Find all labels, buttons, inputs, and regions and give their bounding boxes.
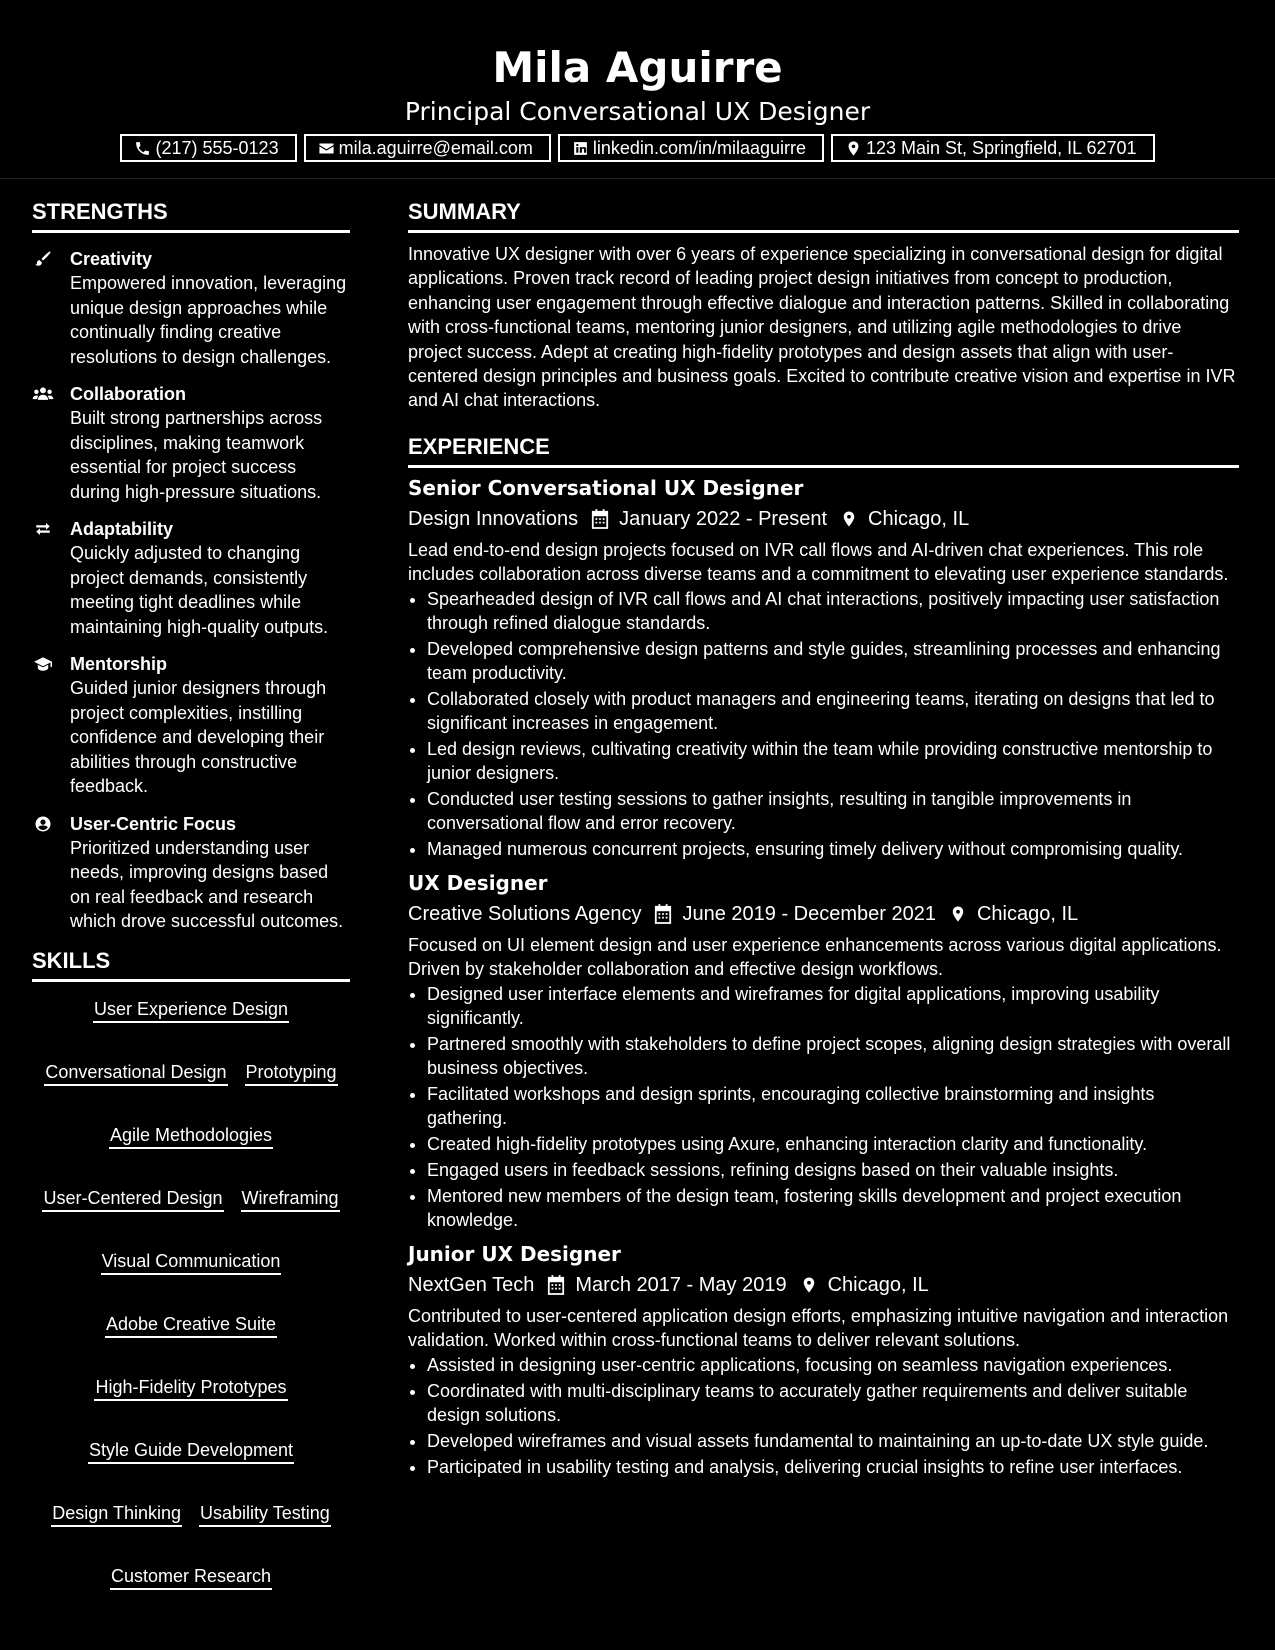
strength-description: Empowered innovation, leveraging unique design approaches while continually finding creative resolutions to design challenges.	[70, 273, 347, 367]
job-description: Contributed to user-centered application design efforts, emphasizing intuitive navigation and interaction validation. Worked within cross-functional teams to deliver relevant solutions.	[408, 1305, 1229, 1350]
phone-icon	[134, 140, 151, 157]
job-bullet: • Designed user interface elements and wireframes for digital applications, improving usability significantly.	[427, 982, 1239, 1030]
job-company: NextGen Tech	[408, 1273, 535, 1296]
contact-bar	[0, 134, 1275, 162]
right-column	[408, 198, 1239, 1491]
job-title: Senior Conversational UX Designer	[408, 475, 804, 500]
skill-tag: Design Thinking	[51, 1502, 182, 1527]
job-dates: June 2019 - December 2021	[682, 902, 936, 925]
job-dates: March 2017 - May 2019	[575, 1273, 787, 1296]
job-bullet: • Collaborated closely with product managers and engineering teams, iterating on designs that led to significant increases in engagement.	[427, 687, 1239, 735]
skill-tag: Wireframing	[241, 1187, 340, 1212]
candidate-name: Mila Aguirre	[492, 43, 783, 92]
paintbrush-icon	[32, 250, 54, 268]
map-pin-icon	[840, 509, 858, 529]
map-pin-icon	[949, 904, 967, 924]
skill-tag: Prototyping	[245, 1061, 338, 1086]
contact-address	[831, 134, 1155, 162]
strength-name: Collaboration	[70, 384, 186, 404]
strength-item	[32, 652, 350, 799]
users-icon	[32, 385, 54, 403]
job-bullet: • Created high-fidelity prototypes using Axure, enhancing interaction clarity and functionality.	[427, 1132, 1239, 1156]
job-title: UX Designer	[408, 870, 548, 895]
job-bullet: • Managed numerous concurrent projects, ensuring timely delivery without compromising quality.	[427, 837, 1239, 861]
job-bullet: • Developed comprehensive design patterns and style guides, streamlining processes and enhancing team productivity.	[427, 637, 1239, 685]
job-bullet: • Mentored new members of the design team, fostering skills development and project execution knowledge.	[427, 1184, 1239, 1232]
exchange-arrows-icon	[32, 520, 54, 538]
candidate-title: Principal Conversational UX Designer	[404, 97, 871, 126]
job-bullet: • Partnered smoothly with stakeholders to define project scopes, aligning design strategies with overall business objectives.	[427, 1032, 1239, 1080]
strength-item	[32, 812, 350, 934]
job-location: Chicago, IL	[868, 507, 970, 530]
contact-phone-text: (217) 555-0123	[155, 138, 279, 158]
skill-tag: Visual Communication	[101, 1250, 282, 1275]
skill-tag: User-Centered Design	[42, 1187, 223, 1212]
job-dates: January 2022 - Present	[619, 507, 828, 530]
skill-tag: Agile Methodologies	[109, 1124, 273, 1149]
job-bullet: • Assisted in designing user-centric applications, focusing on seamless navigation experiences.	[427, 1353, 1239, 1377]
contact-phone[interactable]	[120, 134, 296, 162]
strength-item	[32, 382, 350, 504]
skill-tag: Conversational Design	[44, 1061, 227, 1086]
contact-linkedin-text: linkedin.com/in/milaaguirre	[592, 138, 806, 158]
strength-item	[32, 517, 350, 639]
linkedin-icon	[572, 140, 589, 157]
calendar-icon	[547, 1275, 565, 1295]
skill-tag: Style Guide Development	[88, 1439, 294, 1464]
job-description: Lead end-to-end design projects focused on IVR call flows and AI-driven chat experiences. This role includes collaboration across diverse teams and a commitment to elevating user experience standards.	[408, 539, 1229, 584]
job-entry	[408, 1240, 1239, 1479]
map-pin-icon	[800, 1275, 818, 1295]
job-bullets	[408, 982, 1239, 1232]
job-bullets	[408, 1353, 1239, 1479]
job-bullet: • Conducted user testing sessions to gather insights, resulting in tangible improvements in conversational flow and error recovery.	[427, 787, 1239, 835]
job-bullet: • Developed wireframes and visual assets fundamental to maintaining an up-to-date UX style guide.	[427, 1429, 1239, 1453]
resume-header	[0, 0, 1275, 179]
job-company: Design Innovations	[408, 507, 579, 530]
job-bullet: • Participated in usability testing and analysis, delivering crucial insights to refine user interfaces.	[427, 1455, 1239, 1479]
job-company: Creative Solutions Agency	[408, 902, 642, 925]
job-bullet: • Spearheaded design of IVR call flows and AI chat interactions, positively impacting user satisfaction through refined dialogue standards.	[427, 587, 1239, 635]
contact-address-text: 123 Main St, Springfield, IL 62701	[866, 138, 1137, 158]
job-meta	[408, 504, 1239, 534]
envelope-icon	[318, 140, 335, 157]
user-circle-icon	[32, 815, 54, 833]
skills-heading: SKILLS	[32, 947, 350, 982]
job-location: Chicago, IL	[976, 902, 1079, 925]
strength-name: Mentorship	[70, 654, 167, 674]
job-bullet: • Led design reviews, cultivating creativity within the team while providing constructive mentorship to junior designers.	[427, 737, 1239, 785]
summary-heading: SUMMARY	[408, 198, 1239, 233]
job-bullet: • Facilitated workshops and design sprints, encouraging collective brainstorming and insights gathering.	[427, 1082, 1239, 1130]
strength-description: Quickly adjusted to changing project demands, consistently meeting tight deadlines while maintaining high-quality outputs.	[70, 543, 329, 637]
job-meta	[408, 899, 1239, 929]
contact-email[interactable]	[304, 134, 551, 162]
strength-description: Guided junior designers through project complexities, instilling confidence and developing their abilities through constructive feedback.	[70, 678, 327, 796]
skill-tag: Adobe Creative Suite	[105, 1313, 277, 1338]
skill-tag: High-Fidelity Prototypes	[94, 1376, 287, 1401]
strength-name: Creativity	[70, 249, 153, 269]
skill-tag: Usability Testing	[199, 1502, 331, 1527]
job-bullets	[408, 587, 1239, 861]
summary-text: Innovative UX designer with over 6 years of experience specializing in conversational design for digital applications. Proven track record of leading project design initiatives from concept to production, enhancing user engagement through effective dialogue and interaction patterns. Skilled in collaborating with cross-functional teams, mentoring junior designers, and utilizing agile methodologies to drive project success. Adept at creating high-fidelity prototypes and design assets that align with user-centered design principles and business goals. Excited to contribute creative vision and expertise in IVR and AI chat interactions.	[408, 244, 1236, 411]
skill-tag: User Experience Design	[93, 998, 289, 1023]
calendar-icon	[591, 509, 609, 529]
map-pin-icon	[845, 140, 862, 157]
strength-name: User-Centric Focus	[70, 813, 237, 834]
strength-name: Adaptability	[70, 519, 174, 539]
calendar-icon	[654, 904, 672, 924]
strength-item	[32, 247, 350, 369]
contact-linkedin[interactable]	[558, 134, 824, 162]
job-location: Chicago, IL	[827, 1273, 929, 1296]
job-title: Junior UX Designer	[408, 1241, 621, 1266]
job-bullet: • Engaged users in feedback sessions, refining designs based on their valuable insights.	[427, 1158, 1239, 1182]
job-description: Focused on UI element design and user experience enhancements across various digital applications. Driven by stakeholder collaboration and effective design workflows.	[408, 934, 1222, 979]
graduation-cap-icon	[32, 655, 54, 673]
strength-description: Built strong partnerships across disciplines, making teamwork essential for project success during high-pressure situations.	[70, 408, 323, 502]
job-entry	[408, 869, 1239, 1232]
skill-tag: Customer Research	[110, 1565, 272, 1590]
contact-email-text: mila.aguirre@email.com	[338, 138, 533, 158]
strength-description: Prioritized understanding user needs, improving designs based on real feedback and research which drove successful outcomes.	[70, 837, 344, 931]
experience-heading: EXPERIENCE	[408, 433, 1239, 468]
job-entry	[408, 474, 1239, 861]
job-bullet: • Coordinated with multi-disciplinary teams to accurately gather requirements and deliver suitable design solutions.	[427, 1379, 1239, 1427]
strengths-heading: STRENGTHS	[32, 198, 350, 233]
skills-list	[32, 994, 350, 1590]
job-meta	[408, 1270, 1239, 1300]
left-column	[32, 198, 350, 1590]
